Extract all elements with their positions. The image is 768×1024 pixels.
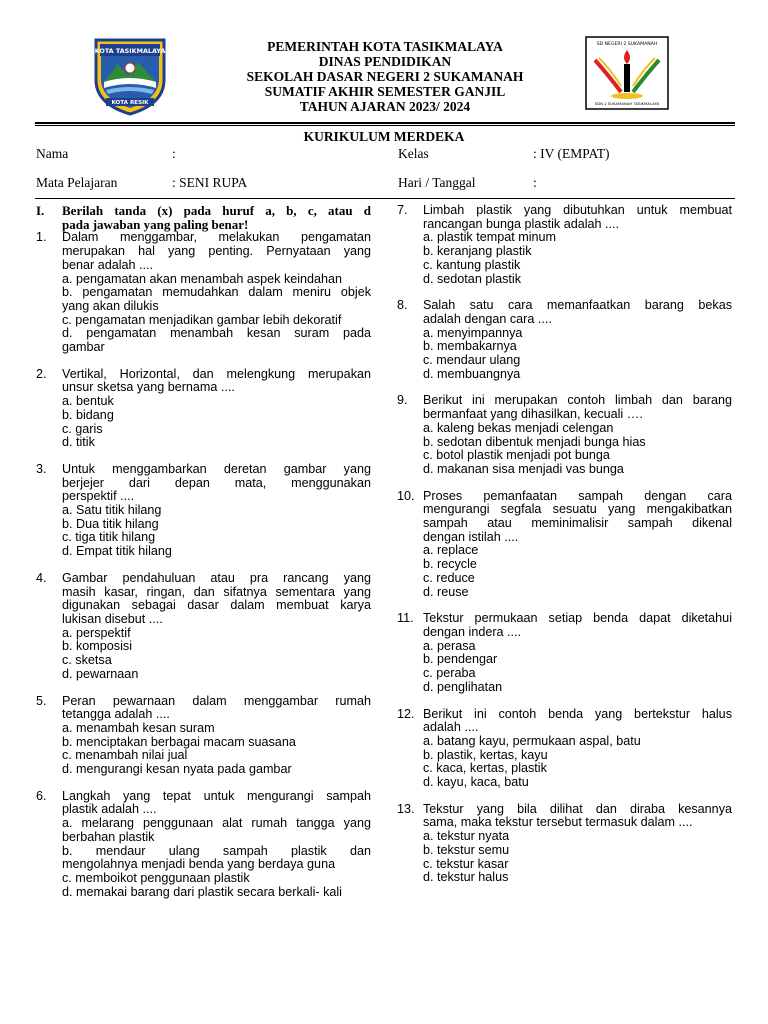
- answer-option[interactable]: c. memboikot penggunaan plastik: [62, 870, 250, 885]
- answer-option[interactable]: a. kaleng bekas menjadi celengan: [423, 420, 614, 435]
- tasikmalaya-city-emblem: [88, 32, 172, 116]
- answer-option[interactable]: b. pengamatan memudahkan dalam meniru objek: [62, 285, 371, 300]
- answer-option[interactable]: b. plastik, kertas, kayu: [423, 747, 548, 762]
- question-item: [397, 394, 732, 476]
- answer-option[interactable]: c. garis: [62, 421, 103, 436]
- answer-option[interactable]: d. pengamatan menambah kesan suram pada: [62, 326, 371, 341]
- answer-option[interactable]: b. keranjang plastik: [423, 244, 532, 259]
- answer-option[interactable]: a. perasa: [423, 638, 476, 653]
- question-text-line: lukisan disebut ....: [62, 611, 163, 626]
- question-item: [36, 790, 371, 900]
- date-field[interactable]: :: [533, 175, 537, 190]
- curriculum-title: KURIKULUM MERDEKA: [303, 129, 465, 144]
- question-text-line: Berikut ini contoh benda yang bertekstur halus: [423, 706, 732, 721]
- header-divider-thick: [35, 122, 735, 124]
- question-text-line: sama, maka tekstur tersebut termasuk dalam ....: [423, 815, 693, 830]
- answer-option[interactable]: c. pengamatan menjadikan gambar lebih dekoratif: [62, 312, 342, 327]
- school-header: [190, 39, 580, 114]
- answer-option[interactable]: b. menciptakan berbagai macam suasana: [62, 734, 296, 749]
- answer-option[interactable]: d. sedotan plastik: [423, 271, 522, 286]
- answer-option[interactable]: a. batang kayu, permukaan aspal, batu: [423, 733, 641, 748]
- question-text-line: Dalam menggambar, melakukan pengamatan: [62, 230, 371, 245]
- question-text-line: tetangga adalah ....: [62, 707, 170, 722]
- questions-right-column: [397, 204, 732, 885]
- question-item: [36, 231, 371, 354]
- answer-option[interactable]: b. bidang: [62, 407, 114, 422]
- answer-option[interactable]: a. plastik tempat minum: [423, 230, 556, 245]
- answer-option[interactable]: d. pewarnaan: [62, 666, 139, 681]
- answer-option[interactable]: c. tekstur kasar: [423, 856, 509, 871]
- question-text-line: plastik adalah ....: [62, 802, 157, 817]
- question-item: [397, 204, 732, 286]
- answer-option[interactable]: a. replace: [423, 543, 479, 558]
- right-logo-top-text: SD NEGERI 2 SUKAMANAH: [596, 42, 658, 47]
- answer-option[interactable]: d. titik: [62, 435, 95, 450]
- instruction-number: I.: [36, 203, 45, 218]
- answer-option[interactable]: a. Satu titik hilang: [62, 503, 162, 518]
- question-number: 7.: [397, 203, 408, 217]
- question-number: 9.: [397, 393, 408, 408]
- header-divider-thin: [35, 125, 735, 126]
- header-government: PEMERINTAH KOTA TASIKMALAYA: [267, 39, 503, 54]
- left-logo-top-text: KOTA TASIKMALAYA: [94, 47, 166, 55]
- question-text-line: Tekstur yang bila dilihat dan diraba kesannya: [423, 801, 732, 816]
- name-field[interactable]: :: [172, 146, 176, 161]
- question-number: 13.: [397, 801, 415, 816]
- answer-option[interactable]: a. menyimpannya: [423, 325, 523, 340]
- question-text-line: mengurangi segfala sesuatu yang mengakibatkan: [423, 502, 732, 517]
- answer-option[interactable]: gambar: [62, 340, 105, 355]
- answer-option[interactable]: b. recycle: [423, 557, 477, 572]
- question-item: [36, 572, 371, 682]
- question-number: 12.: [397, 706, 415, 721]
- question-number: 2.: [36, 366, 47, 381]
- answer-option[interactable]: b. Dua titik hilang: [62, 516, 159, 531]
- header-exam-name: SUMATIF AKHIR SEMESTER GANJIL: [264, 84, 506, 99]
- school-logo: [585, 36, 669, 110]
- question-spacer: [36, 355, 371, 368]
- question-text-line: Proses pemanfaatan sampah dengan cara: [423, 488, 732, 503]
- instruction-line: pada jawaban yang paling benar!: [62, 216, 249, 232]
- info-divider: [35, 198, 735, 199]
- question-number: 3.: [36, 461, 47, 476]
- answer-option[interactable]: b. membakarnya: [423, 339, 517, 354]
- question-text-line: Untuk menggambarkan deretan gambar yang: [62, 461, 371, 476]
- question-number: 10.: [397, 488, 415, 503]
- answer-option[interactable]: c. sketsa: [62, 653, 112, 668]
- question-text-line: adalah ....: [423, 720, 479, 735]
- answer-option[interactable]: b. pendengar: [423, 652, 498, 667]
- left-question-list: [36, 231, 371, 899]
- question-text-line: Salah satu cara memanfaatkan barang bekas: [423, 298, 732, 313]
- answer-option[interactable]: a. tekstur nyata: [423, 829, 510, 844]
- header-academic-year: TAHUN AJARAN 2023/ 2024: [299, 99, 471, 114]
- subject-value: : SENI RUPA: [172, 175, 248, 190]
- question-text-line: Tekstur permukaan setiap benda dapat diketahui: [423, 611, 732, 626]
- class-value: : IV (EMPAT): [533, 146, 610, 161]
- instruction: [36, 204, 371, 231]
- answer-option[interactable]: c. botol plastik menjadi pot bunga: [423, 448, 610, 463]
- right-question-list: [397, 204, 732, 885]
- question-text-line: Peran pewarnaan dalam menggambar rumah: [62, 693, 371, 708]
- answer-option[interactable]: b. sedotan dibentuk menjadi bunga hias: [423, 434, 646, 449]
- question-number: 5.: [36, 693, 47, 708]
- answer-option[interactable]: c. kaca, kertas, plastik: [423, 761, 547, 776]
- question-number: 6.: [36, 788, 47, 803]
- question-number: 11.: [397, 611, 414, 626]
- answer-option[interactable]: yang akan dilukis: [62, 298, 159, 313]
- question-text-line: unsur sketsa yang bernama ....: [62, 380, 235, 395]
- answer-option[interactable]: d. penglihatan: [423, 679, 503, 694]
- answer-option[interactable]: c. reduce: [423, 570, 475, 585]
- question-text-line: digunakan sebagai dasar dalam membuat karya: [62, 598, 371, 613]
- question-text-line: Limbah plastik yang dibutuhkan untuk membuat: [423, 203, 732, 217]
- questions-left-column: [36, 204, 371, 899]
- header-school-name: SEKOLAH DASAR NEGERI 2 SUKAMANAH: [246, 69, 524, 84]
- answer-option[interactable]: c. tiga titik hilang: [62, 530, 156, 545]
- question-spacer: [397, 790, 732, 803]
- instruction-line: Berilah tanda (x) pada huruf a, b, c, atau d: [62, 203, 371, 218]
- question-spacer: [36, 682, 371, 695]
- answer-option[interactable]: berbahan plastik: [62, 829, 155, 844]
- question-spacer: [36, 450, 371, 463]
- answer-option[interactable]: a. bentuk: [62, 394, 114, 409]
- question-number: 1.: [36, 230, 47, 245]
- answer-option[interactable]: d. mengurangi kesan nyata pada gambar: [62, 762, 292, 777]
- question-text-line: berjejer dari depan mata, menggunakan: [62, 475, 371, 490]
- question-text-line: perspektif ....: [62, 489, 135, 504]
- question-text-line: Langkah yang tepat untuk mengurangi sampah: [62, 788, 371, 803]
- question-item: [397, 612, 732, 694]
- question-text-line: Berikut ini merupakan contoh limbah dan barang: [423, 393, 732, 408]
- question-item: [397, 708, 732, 790]
- name-label: Nama: [36, 146, 69, 161]
- right-logo-bottom-text: SDN 2 SUKAMANAH TASIKMALAYA: [594, 101, 660, 106]
- question-item: [397, 803, 732, 885]
- answer-option[interactable]: d. membuangnya: [423, 366, 521, 381]
- question-text-line: dengan istilah ....: [423, 529, 519, 544]
- question-text-line: masih kasar, ringan, dan sifatnya sementara yang: [62, 584, 371, 599]
- answer-option[interactable]: c. peraba: [423, 666, 476, 681]
- question-text-line: Gambar pendahuluan atau pra rancang yang: [62, 570, 371, 585]
- answer-option[interactable]: b. komposisi: [62, 639, 132, 654]
- question-number: 4.: [36, 570, 47, 585]
- question-spacer: [36, 777, 371, 790]
- answer-option[interactable]: a. menambah kesan suram: [62, 720, 215, 735]
- answer-option[interactable]: b. mendaur ulang sampah plastik dan: [62, 843, 371, 858]
- question-text-line: sampah atau meminimalisir sampah dikenal: [423, 516, 732, 531]
- answer-option[interactable]: c. mendaur ulang: [423, 353, 521, 368]
- answer-option[interactable]: mengolahnya menjadi benda yang berdaya guna: [62, 857, 336, 872]
- subject-label: Mata Pelajaran: [36, 175, 118, 190]
- date-label: Hari / Tanggal: [398, 175, 476, 190]
- question-item: [36, 695, 371, 777]
- answer-option[interactable]: d. reuse: [423, 584, 469, 599]
- question-item: [397, 299, 732, 381]
- question-spacer: [397, 695, 732, 708]
- answer-option[interactable]: b. tekstur semu: [423, 842, 510, 857]
- question-text-line: rancangan bunga plastik adalah ....: [423, 216, 620, 231]
- answer-option[interactable]: a. perspektif: [62, 625, 131, 640]
- question-spacer: [36, 559, 371, 572]
- answer-option[interactable]: d. tekstur halus: [423, 870, 509, 885]
- question-text-line: bermanfaat yang dihasilkan, kecuali ….: [423, 407, 643, 422]
- left-logo-bottom-text: KOTA RESIK: [111, 100, 149, 106]
- question-text-line: dengan indera ....: [423, 624, 522, 639]
- answer-option[interactable]: d. memakai barang dari plastik secara berkali- kali: [62, 884, 342, 899]
- answer-option[interactable]: d. kayu, kaca, batu: [423, 775, 529, 790]
- answer-option[interactable]: d. Empat titik hilang: [62, 544, 172, 559]
- answer-option[interactable]: a. pengamatan akan menambah aspek keindahan: [62, 271, 343, 286]
- answer-option[interactable]: c. kantung plastik: [423, 257, 521, 272]
- question-spacer: [397, 477, 732, 490]
- answer-option[interactable]: d. makanan sisa menjadi vas bunga: [423, 461, 624, 476]
- answer-option[interactable]: c. menambah nilai jual: [62, 748, 188, 763]
- question-text-line: adalah dengan cara ....: [423, 311, 552, 326]
- question-item: [36, 368, 371, 450]
- answer-option[interactable]: a. melarang penggunaan alat rumah tangga yang: [62, 816, 371, 831]
- question-text-line: benar adalah ....: [62, 257, 154, 272]
- question-item: [36, 463, 371, 559]
- header-department: DINAS PENDIDIKAN: [318, 54, 452, 69]
- question-text-line: Vertikal, Horizontal, dan melengkung merupakan: [62, 366, 371, 381]
- question-text-line: merupakan hal yang penting. Pernyataan yang: [62, 244, 371, 259]
- class-label: Kelas: [398, 146, 429, 161]
- question-number: 8.: [397, 298, 408, 313]
- question-item: [397, 490, 732, 600]
